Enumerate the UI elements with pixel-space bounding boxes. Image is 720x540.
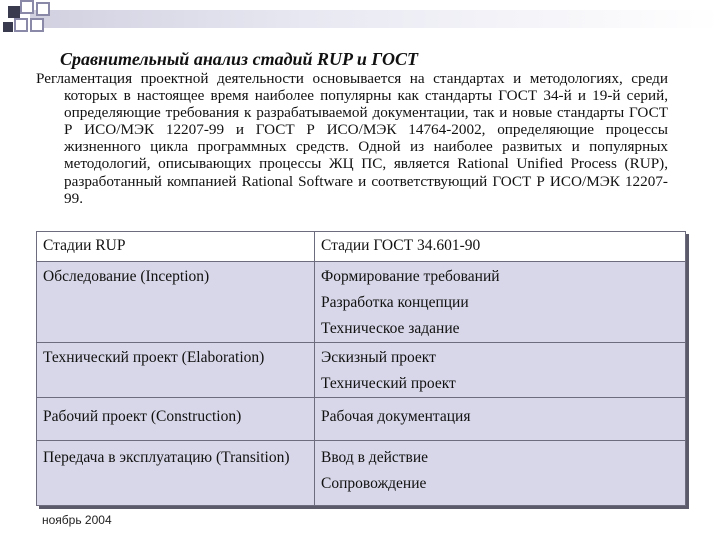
square-icon — [3, 22, 13, 32]
gost-stage-item: Разработка концепции — [321, 294, 469, 311]
table-row — [37, 262, 686, 343]
gost-stage-item: Рабочая документация — [321, 408, 471, 425]
rup-stage-cell: Передача в эксплуатацию (Transition) — [37, 441, 315, 506]
gost-stage-item: Эскизный проект — [321, 349, 436, 366]
table-row — [37, 398, 686, 441]
gost-stage-cell — [315, 343, 686, 398]
square-outline-icon — [14, 18, 28, 32]
table-row — [37, 343, 686, 398]
table-header-row — [37, 232, 686, 262]
square-outline-icon — [30, 18, 44, 32]
rup-stage-cell: Технический проект (Elaboration) — [37, 343, 315, 398]
gost-stage-cell — [315, 398, 686, 441]
gost-stage-cell — [315, 262, 686, 343]
slide-title: Сравнительный анализ стадий RUP и ГОСТ — [60, 49, 418, 69]
comparison-table — [36, 231, 686, 506]
gost-stage-item: Ввод в действие — [321, 449, 429, 466]
square-outline-icon — [36, 2, 50, 16]
rup-stage-cell: Рабочий проект (Construction) — [37, 398, 315, 441]
rup-stage-cell: Обследование (Inception) — [37, 262, 315, 343]
gost-stage-item: Сопровождение — [321, 475, 427, 492]
square-outline-icon — [20, 0, 34, 14]
intro-text: Регламентация проектной деятельности основывается на стандартах и методологиях, среди которых в настоящее время наиболее популярны как стандарты ГОСТ 34-й и 19-й серий, определяющие требования к разрабатываемой документации, так и новые стандарты ГОСТ Р ИСО/МЭК 12207-99 и ГОСТ Р ИСО/МЭК 14764-2002, определяющие процессы жизненного цикла программных средств. Одной из наиболее развитых и популярных методологий, описывающих процессы ЖЦ ПС, является Rational Unified Process (RUP), разработанный компанией Rational Software и соответствующий ГОСТ Р ИСО/МЭК 12207-99. — [36, 70, 668, 207]
gost-stage-cell — [315, 441, 686, 506]
column-header-gost: Стадии ГОСТ 34.601-90 — [315, 232, 686, 262]
intro-paragraph — [36, 70, 668, 207]
square-icon — [8, 6, 20, 18]
header-bar — [30, 10, 720, 28]
gost-stage-item: Техническое задание — [321, 320, 460, 337]
gost-stage-item: Технический проект — [321, 375, 456, 392]
table-row — [37, 441, 686, 506]
gost-stage-item: Формирование требований — [321, 268, 500, 285]
column-header-rup: Стадии RUP — [37, 232, 315, 262]
footer-date: ноябрь 2004 — [42, 513, 112, 527]
